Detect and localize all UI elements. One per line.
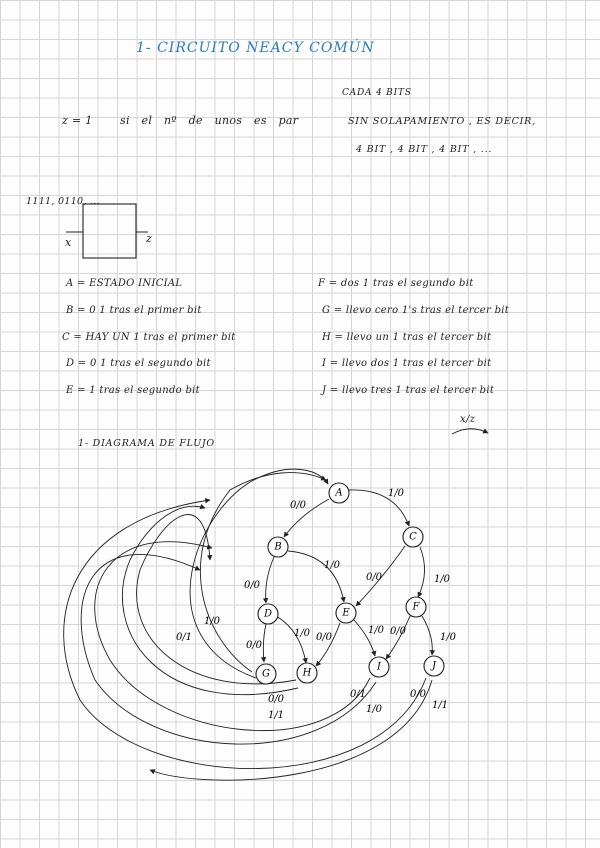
state-node-label: B xyxy=(274,541,282,553)
block-input-sequence: 1111, 0110, ... xyxy=(26,196,100,207)
state-def-A: A = ESTADO INICIAL xyxy=(66,278,183,289)
state-def-C: C = HAY UN 1 tras el primer bit xyxy=(62,332,236,343)
edge-label-F-I: 0/0 xyxy=(389,626,407,637)
edge-F-I xyxy=(386,616,410,659)
state-node-label: H xyxy=(302,667,312,679)
edge-label-G-A-1: 1/0 xyxy=(203,616,221,627)
condition-left: z = 1 xyxy=(62,114,93,127)
edge-label-A-B: 0/0 xyxy=(289,500,307,511)
edge-label-F-J: 1/0 xyxy=(439,632,457,643)
state-def-J: J = llevo tres 1 tras el tercer bit xyxy=(322,385,495,396)
condition-right-line3: 4 BIT , 4 BIT , 4 BIT , ... xyxy=(356,144,493,155)
state-node-I xyxy=(369,657,389,677)
state-node-F xyxy=(406,597,426,617)
edge-label-D-G: 0/0 xyxy=(245,640,263,651)
condition-right-line1: CADA 4 BITS xyxy=(342,88,412,98)
edge-label-B-E: 1/0 xyxy=(323,560,341,571)
edge-label-C-E: 0/0 xyxy=(365,572,383,583)
edge-label-J-A-0: 0/0 xyxy=(409,689,427,700)
edge-label-H-A-0: 0/0 xyxy=(267,694,285,705)
edge-C-F xyxy=(418,547,425,597)
edge-label-A-C: 1/0 xyxy=(387,488,405,499)
block-output-label: z xyxy=(146,232,153,245)
state-node-label: A xyxy=(335,487,343,499)
edge-F-J xyxy=(422,616,432,655)
state-def-G: G = llevo cero 1's tras el tercer bit xyxy=(322,305,510,316)
state-def-B: B = 0 1 tras el primer bit xyxy=(66,305,202,316)
state-node-label: I xyxy=(377,661,381,673)
state-node-D xyxy=(258,604,278,624)
state-def-I: I = llevo dos 1 tras el tercer bit xyxy=(322,358,492,369)
edge-J-A-1 xyxy=(150,680,432,780)
edge-B-D xyxy=(266,557,274,603)
legend-arrow xyxy=(452,429,488,434)
edge-label-E-H: 0/0 xyxy=(315,632,333,643)
state-def-F: F = dos 1 tras el segundo bit xyxy=(318,278,474,289)
edge-B-E xyxy=(288,551,344,602)
edge-label-G-A-0: 0/1 xyxy=(175,632,193,643)
state-node-label: C xyxy=(409,531,417,543)
state-node-J xyxy=(424,656,444,676)
state-node-label: J xyxy=(431,660,437,672)
edge-label-B-D: 0/0 xyxy=(243,580,261,591)
state-node-label: E xyxy=(342,607,350,619)
state-node-E xyxy=(336,603,356,623)
state-node-C xyxy=(403,527,423,547)
edge-label-J-A-1: 1/1 xyxy=(431,700,449,711)
edge-label-I-A-0: 0/1 xyxy=(349,689,367,700)
condition-right-line2: SIN SOLAPAMIENTO , ES DECIR, xyxy=(348,116,536,127)
diagram-title: 1- DIAGRAMA DE FLUJO xyxy=(78,438,216,449)
legend-label: x/z xyxy=(460,414,476,425)
page-title: 1- CIRCUITO NEACY COMÚN xyxy=(136,40,375,56)
state-node-label: F xyxy=(412,601,420,613)
state-def-H: H = llevo un 1 tras el tercer bit xyxy=(322,332,492,343)
condition-middle: si el nº de unos es par xyxy=(120,114,299,127)
edge-E-H xyxy=(316,623,340,666)
edge-label-E-I: 1/0 xyxy=(367,625,385,636)
state-def-E: E = 1 tras el segundo bit xyxy=(66,385,200,396)
edge-label-D-H: 1/0 xyxy=(293,628,311,639)
edge-label-I-A-1: 1/0 xyxy=(365,704,383,715)
edge-D-G xyxy=(263,624,266,662)
state-node-label: G xyxy=(262,668,270,680)
state-node-label: D xyxy=(263,608,273,620)
state-node-A xyxy=(329,483,349,503)
state-node-H xyxy=(297,663,317,683)
edge-D-H xyxy=(276,616,306,663)
edge-label-C-F: 1/0 xyxy=(433,574,451,585)
edge-label-H-A-1: 1/1 xyxy=(267,710,285,721)
state-def-D: D = 0 1 tras el segundo bit xyxy=(66,358,211,369)
state-node-B xyxy=(268,537,288,557)
block-input-label: x xyxy=(65,236,72,249)
state-node-G xyxy=(256,664,276,684)
